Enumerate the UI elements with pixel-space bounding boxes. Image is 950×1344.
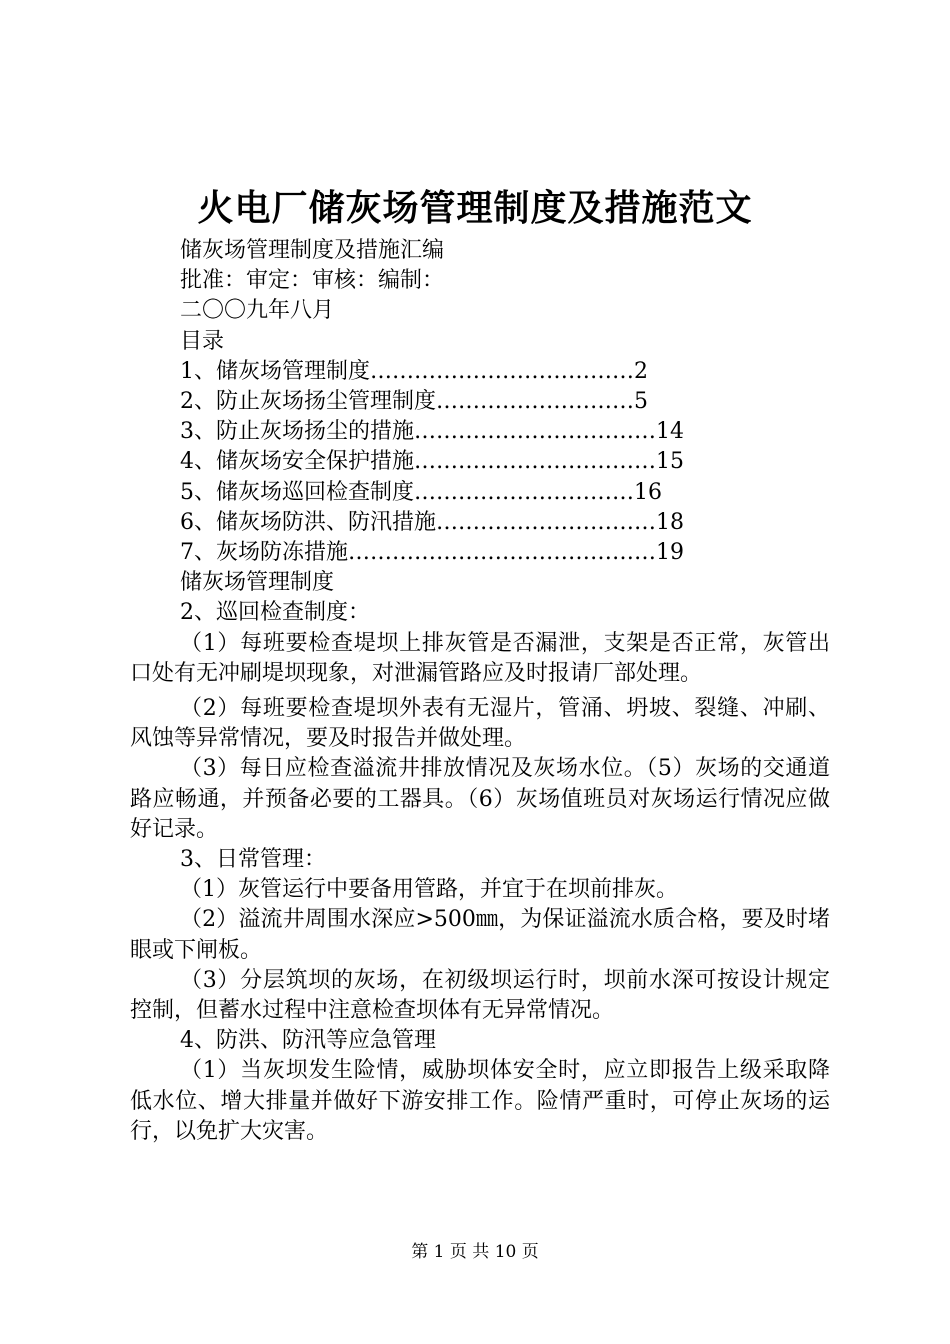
daily-item: （2）溢流井周围水深应>500㎜，为保证溢流水质合格，要及时堵眼或下闸板。 xyxy=(130,907,830,963)
toc-item: 7、灰场防冻措施……………………………………19 xyxy=(180,540,684,566)
emergency-heading: 4、防洪、防汛等应急管理 xyxy=(180,1028,436,1054)
inspection-heading: 2、巡回检查制度： xyxy=(180,600,370,626)
toc-heading: 目录 xyxy=(180,328,225,354)
inspection-item: （3）每日应检查溢流井排放情况及灰场水位。（5）灰场的交通道路应畅通，并预备必要的工器具。（6）灰场值班员对灰场运行情况应做好记录。 xyxy=(130,756,830,842)
page-footer: 第 1 页 共 10 页 xyxy=(411,1242,539,1262)
toc-item: 1、储灰场管理制度………………………………2 xyxy=(180,358,648,384)
approval-line: 批准：审定：审核：编制： xyxy=(180,268,445,294)
inspection-item: （1）每班要检查堤坝上排灰管是否漏泄，支架是否正常，灰管出口处有无冲刷堤坝现象，对泄漏管路应及时报请厂部处理。 xyxy=(130,630,830,686)
toc-item: 5、储灰场巡回检查制度…………………………16 xyxy=(180,479,662,505)
document-title: 火电厂储灰场管理制度及措施范文 xyxy=(197,187,753,229)
toc-item: 6、储灰场防洪、防汛措施…………………………18 xyxy=(180,509,684,535)
document-date: 二〇〇九年八月 xyxy=(180,298,335,324)
toc-item: 4、储灰场安全保护措施……………………………15 xyxy=(180,449,684,475)
daily-heading: 3、日常管理： xyxy=(180,847,326,873)
inspection-item: （2）每班要检查堤坝外表有无湿片，管涌、坍坡、裂缝、冲刷、风蚀等异常情况，要及时报告并做处理。 xyxy=(130,696,830,752)
toc-item: 3、防止灰场扬尘的措施……………………………14 xyxy=(180,419,684,445)
subtitle: 储灰场管理制度及措施汇编 xyxy=(180,238,445,263)
daily-item: （3）分层筑坝的灰场，在初级坝运行时，坝前水深可按设计规定控制，但蓄水过程中注意检查坝体有无异常情况。 xyxy=(130,967,830,1024)
table-of-contents xyxy=(130,357,830,568)
toc-item: 2、防止灰场扬尘管理制度………………………5 xyxy=(180,389,648,415)
document-body xyxy=(130,236,830,1147)
section-heading: 储灰场管理制度 xyxy=(180,570,335,596)
emergency-item: （1）当灰坝发生险情，威胁坝体安全时，应立即报告上级采取降低水位、增大排量并做好下游安排工作。险情严重时，可停止灰场的运行，以免扩大灾害。 xyxy=(130,1058,830,1144)
daily-item: （1）灰管运行中要备用管路，并宜于在坝前排灰。 xyxy=(180,877,678,903)
